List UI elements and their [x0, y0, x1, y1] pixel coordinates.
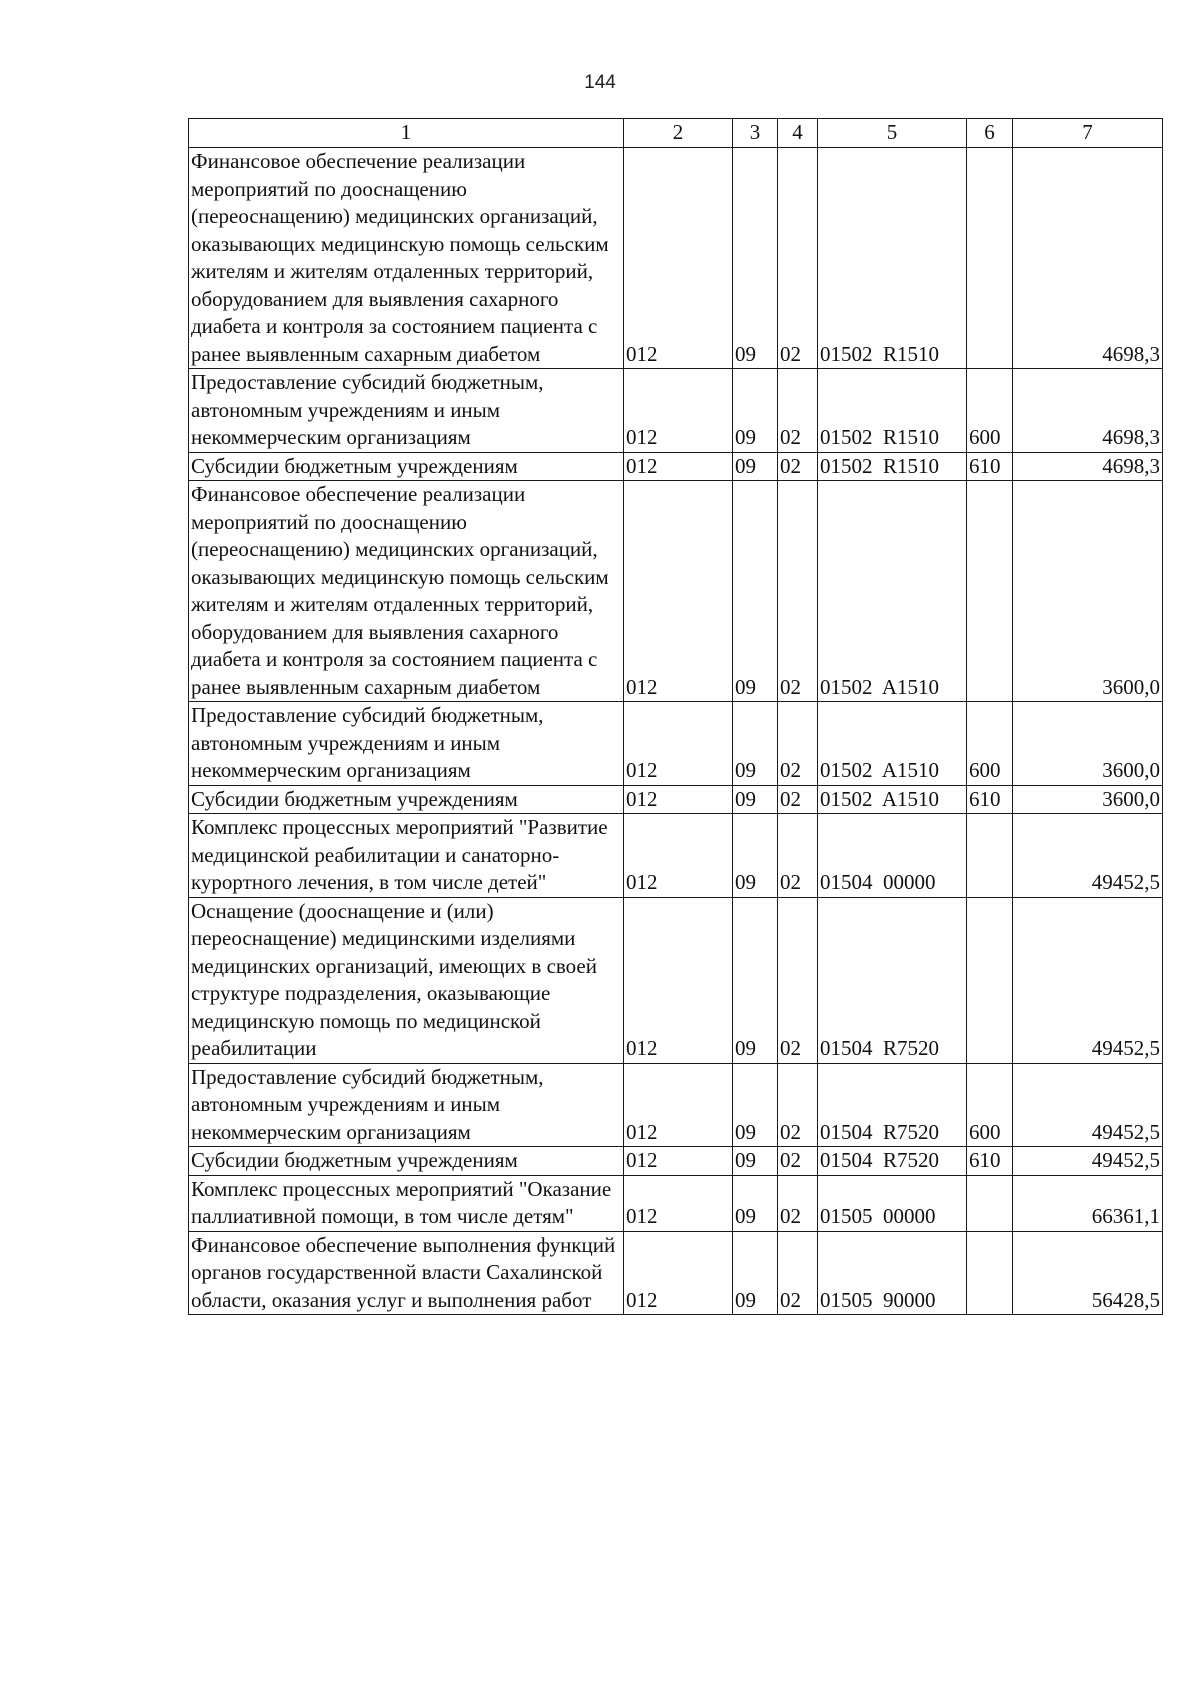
row-target-code: 01504 R7520: [818, 1147, 967, 1176]
table-row: [189, 481, 1163, 702]
row-section-code: 09: [733, 785, 778, 814]
table-row: [189, 148, 1163, 369]
row-subsection-code: 02: [778, 785, 818, 814]
row-ministry-code: 012: [624, 148, 733, 369]
table-row: [189, 369, 1163, 453]
row-subsection-code: 02: [778, 702, 818, 786]
row-ministry-code: 012: [624, 1175, 733, 1231]
row-target-code: 01505 90000: [818, 1231, 967, 1315]
row-subsection-code: 02: [778, 1231, 818, 1315]
row-amount: 49452,5: [1013, 1147, 1163, 1176]
row-target-code: 01502 R1510: [818, 369, 967, 453]
budget-table: [188, 118, 1163, 1315]
row-name: Финансовое обеспечение выполнения функций органов государственной власти Сахалинской области, оказания услуг и выполнения работ: [189, 1231, 624, 1315]
header-cell-3: 3: [733, 119, 778, 148]
row-expense-type: [967, 1231, 1013, 1315]
table-row: [189, 702, 1163, 786]
row-amount: 56428,5: [1013, 1231, 1163, 1315]
row-section-code: 09: [733, 702, 778, 786]
row-section-code: 09: [733, 452, 778, 481]
row-expense-type: [967, 1175, 1013, 1231]
header-cell-2: 2: [624, 119, 733, 148]
row-subsection-code: 02: [778, 452, 818, 481]
row-name: Предоставление субсидий бюджетным, автономным учреждениям и иным некоммерческим организациям: [189, 1063, 624, 1147]
row-ministry-code: 012: [624, 481, 733, 702]
row-section-code: 09: [733, 148, 778, 369]
table-row: [189, 452, 1163, 481]
row-ministry-code: 012: [624, 814, 733, 898]
row-expense-type: 600: [967, 369, 1013, 453]
row-section-code: 09: [733, 1175, 778, 1231]
row-target-code: 01504 R7520: [818, 897, 967, 1063]
row-amount: 49452,5: [1013, 897, 1163, 1063]
table-row: [189, 1063, 1163, 1147]
row-name: Комплекс процессных мероприятий "Развитие медицинской реабилитации и санаторно-курортного лечения, в том числе детей": [189, 814, 624, 898]
row-name: Комплекс процессных мероприятий "Оказание паллиативной помощи, в том числе детям": [189, 1175, 624, 1231]
row-target-code: 01502 R1510: [818, 148, 967, 369]
row-name: Субсидии бюджетным учреждениям: [189, 785, 624, 814]
table-row: [189, 785, 1163, 814]
row-name: Оснащение (дооснащение и (или) переоснащение) медицинскими изделиями медицинских организаций, имеющих в своей структуре подразделения, оказывающие медицинскую помощь по медицинской реабилитации: [189, 897, 624, 1063]
row-amount: 4698,3: [1013, 452, 1163, 481]
header-row: [189, 119, 1163, 148]
row-ministry-code: 012: [624, 702, 733, 786]
row-amount: 3600,0: [1013, 702, 1163, 786]
table-row: [189, 897, 1163, 1063]
row-name: Предоставление субсидий бюджетным, автономным учреждениям и иным некоммерческим организациям: [189, 702, 624, 786]
row-ministry-code: 012: [624, 897, 733, 1063]
row-ministry-code: 012: [624, 369, 733, 453]
row-section-code: 09: [733, 1231, 778, 1315]
row-ministry-code: 012: [624, 452, 733, 481]
row-target-code: 01502 A1510: [818, 481, 967, 702]
row-name: Субсидии бюджетным учреждениям: [189, 1147, 624, 1176]
row-section-code: 09: [733, 481, 778, 702]
row-subsection-code: 02: [778, 1175, 818, 1231]
row-name: Предоставление субсидий бюджетным, автономным учреждениям и иным некоммерческим организациям: [189, 369, 624, 453]
row-subsection-code: 02: [778, 814, 818, 898]
row-expense-type: [967, 897, 1013, 1063]
row-amount: 4698,3: [1013, 369, 1163, 453]
row-subsection-code: 02: [778, 1147, 818, 1176]
row-amount: 49452,5: [1013, 814, 1163, 898]
row-subsection-code: 02: [778, 1063, 818, 1147]
row-section-code: 09: [733, 814, 778, 898]
row-target-code: 01502 A1510: [818, 702, 967, 786]
header-cell-7: 7: [1013, 119, 1163, 148]
table-row: [189, 1175, 1163, 1231]
table-row: [189, 1231, 1163, 1315]
row-target-code: 01502 R1510: [818, 452, 967, 481]
row-target-code: 01504 00000: [818, 814, 967, 898]
row-section-code: 09: [733, 1063, 778, 1147]
row-subsection-code: 02: [778, 897, 818, 1063]
row-subsection-code: 02: [778, 148, 818, 369]
row-name: Финансовое обеспечение реализации мероприятий по дооснащению (переоснащению) медицинских организаций, оказывающих медицинскую помощь сельским жителям и жителям отдаленных территорий, оборудованием для выявления сахарного диабета и контроля за состоянием пациента с ранее выявленным сахарным диабетом: [189, 481, 624, 702]
row-target-code: 01504 R7520: [818, 1063, 967, 1147]
header-cell-5: 5: [818, 119, 967, 148]
row-amount: 49452,5: [1013, 1063, 1163, 1147]
row-expense-type: [967, 481, 1013, 702]
table-row: [189, 814, 1163, 898]
row-amount: 4698,3: [1013, 148, 1163, 369]
page-number: 144: [584, 72, 616, 93]
row-ministry-code: 012: [624, 1147, 733, 1176]
row-amount: 3600,0: [1013, 785, 1163, 814]
row-ministry-code: 012: [624, 1231, 733, 1315]
row-expense-type: [967, 148, 1013, 369]
row-section-code: 09: [733, 369, 778, 453]
row-ministry-code: 012: [624, 785, 733, 814]
row-section-code: 09: [733, 897, 778, 1063]
row-expense-type: 610: [967, 452, 1013, 481]
row-expense-type: 610: [967, 1147, 1013, 1176]
header-cell-1: 1: [189, 119, 624, 148]
row-expense-type: 610: [967, 785, 1013, 814]
header-cell-6: 6: [967, 119, 1013, 148]
row-name: Финансовое обеспечение реализации мероприятий по дооснащению (переоснащению) медицинских организаций, оказывающих медицинскую помощь сельским жителям и жителям отдаленных территорий, оборудованием для выявления сахарного диабета и контроля за состоянием пациента с ранее выявленным сахарным диабетом: [189, 148, 624, 369]
row-amount: 66361,1: [1013, 1175, 1163, 1231]
header-cell-4: 4: [778, 119, 818, 148]
row-section-code: 09: [733, 1147, 778, 1176]
row-subsection-code: 02: [778, 481, 818, 702]
table-row: [189, 1147, 1163, 1176]
row-target-code: 01505 00000: [818, 1175, 967, 1231]
row-expense-type: 600: [967, 1063, 1013, 1147]
row-target-code: 01502 A1510: [818, 785, 967, 814]
row-expense-type: 600: [967, 702, 1013, 786]
row-expense-type: [967, 814, 1013, 898]
row-ministry-code: 012: [624, 1063, 733, 1147]
row-subsection-code: 02: [778, 369, 818, 453]
row-name: Субсидии бюджетным учреждениям: [189, 452, 624, 481]
row-amount: 3600,0: [1013, 481, 1163, 702]
